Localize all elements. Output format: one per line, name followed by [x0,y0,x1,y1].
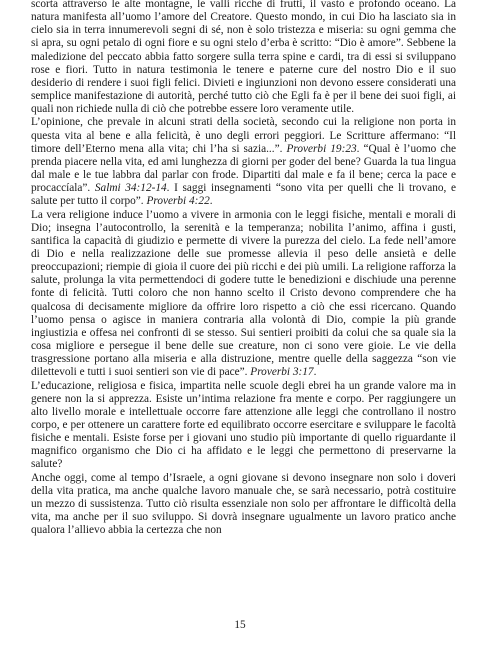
scripture-reference: Proverbi 4:22 [146,195,210,208]
page-number: 15 [234,619,246,631]
text-run: La vera religione induce l’uomo a vivere in armonia con le leggi fisiche, mentali e morali di Dio; insegna l’autocontrollo, la serenità e la temperanza; nobilita l’animo, affina i gusti, santifica la capacità di giudizio e permette di vivere la purezza del cielo. La fede nell’amore di Dio e nella realizzazione delle sue promesse allevia il peso delle ansietà e delle preoccupazioni; riempie di gioia il cuore dei più ricchi e dei più umili. La religione rafforza la salute, prolunga la vita permettendoci di godere tutte le benedizioni e dischiude una perenne fonte di felicità. Tutti coloro che non hanno scelto il Cristo devono comprendere che ha qualcosa di decisamente migliore da offrire loro rispetto a ciò che essi ricercano. Quando l’uomo pensa o agisce in maniera contraria alla volontà di Dio, compie la più grande ingiustizia e offesa nei confronti di se stesso. Sui sentieri proibiti da colui che sa quale sia la cosa migliore e persegue il bene delle sue creature, non ci sono vere gioie. Le vie della trasgressione portano alla miseria e alla distruzione, mentre quelle della saggezza “son vie dilettevoli e tutti i suoi sentieri son vie di pace”. [31,208,456,379]
text-run: Anche oggi, come al tempo d’Israele, a ogni giovane si devono insegnare non solo i doveri della vita pratica, ma anche qualche lavoro manuale che, se sarà necessario, potrà costituire un mezzo di sussistenza. Tutto ciò risulta essenziale non solo per affrontare le difficoltà della vita, ma anche per il suo sviluppo. Si dovrà insegnare ugualmente un lavoro pratico anche qualora l’allievo abbia la certezza che non [31,471,456,537]
text-run: L’educazione, religiosa e fisica, impartita nelle scuole degli ebrei ha un grande valore ma in genere non la si apprezza. Esiste un’intima relazione fra mente e corpo. Per raggiungere un alto livello morale e intellettuale occorre fare attenzione alle leggi che controllano il nostro corpo, e per ottenere un carattere forte ed equilibrato occorre esercitare e sviluppare le facoltà fisiche e mentali. Esiste forse per i giovani uno studio più importante di quello riguardante il magnifico organismo che Dio ci ha affidato e le leggi che permettono di preservarne la salute? [31,379,456,471]
text-run: . [209,195,213,208]
text-run: scorta attraverso le alte montagne, le valli ricche di frutti, il vasto e profondo oceano. La natura manifesta all’uomo l’amore del Creatore. Questo mondo, in cui Dio ha lasciato sia in cielo sia in terra innumerevoli segni di sé, non è solo tristezza e miseria: su ogni gemma che si apra, su ogni petalo di ogni fiore e su ogni stelo d’erba è scritto: “Dio è amore”. Sebbene la maledizione del peccato abbia fatto sorgere sulla terra spine e cardi, tra di essi si sviluppano rose e fiori. Tutto in natura testimonia le tenere e paterne cure del nostro Dio e il suo desiderio di rendere i suoi figli felici. Divieti e ingiunzioni non devono essere considerati una semplice manifestazione di autorità, perché tutto ciò che Egli fa è per il bene dei suoi figli, ai quali non richiede nulla di ciò che potrebbe essere loro veramente utile. [31,0,456,116]
scripture-reference: Salmi 34:12-14 [94,182,167,195]
paragraph [31,380,456,472]
paragraph [31,209,456,380]
text-run: . I saggi insegnamenti “sono vita per quelli che li trovano, e salute per tutto il corpo”. [31,182,456,208]
text-run: L’opinione, che prevale in alcuni strati della società, secondo cui la religione non porta in questa vita al bene e alla felicità, è uno degli errori peggiori. Le Scritture affermano: “Il timore dell’Eterno mena alla vita; chi l’ha si sazia...”. [31,116,456,155]
paragraph [31,116,456,208]
scripture-reference: Proverbi 19:23 [286,142,357,155]
text-run: . [313,366,317,379]
scripture-reference: Proverbi 3:17 [250,366,314,379]
text-run: . “Qual è l’uomo che prenda piacere nella vita, ed ami lunghezza di giorni per goder del bene? Guarda la tua lingua dal male e le tue labbra dal parlar con frode. Dipartiti dal male e fa il bene; cerca la pace e procaccíala”. [31,142,457,195]
paragraph [31,0,456,116]
paragraph [31,472,456,538]
body-text [31,0,456,537]
